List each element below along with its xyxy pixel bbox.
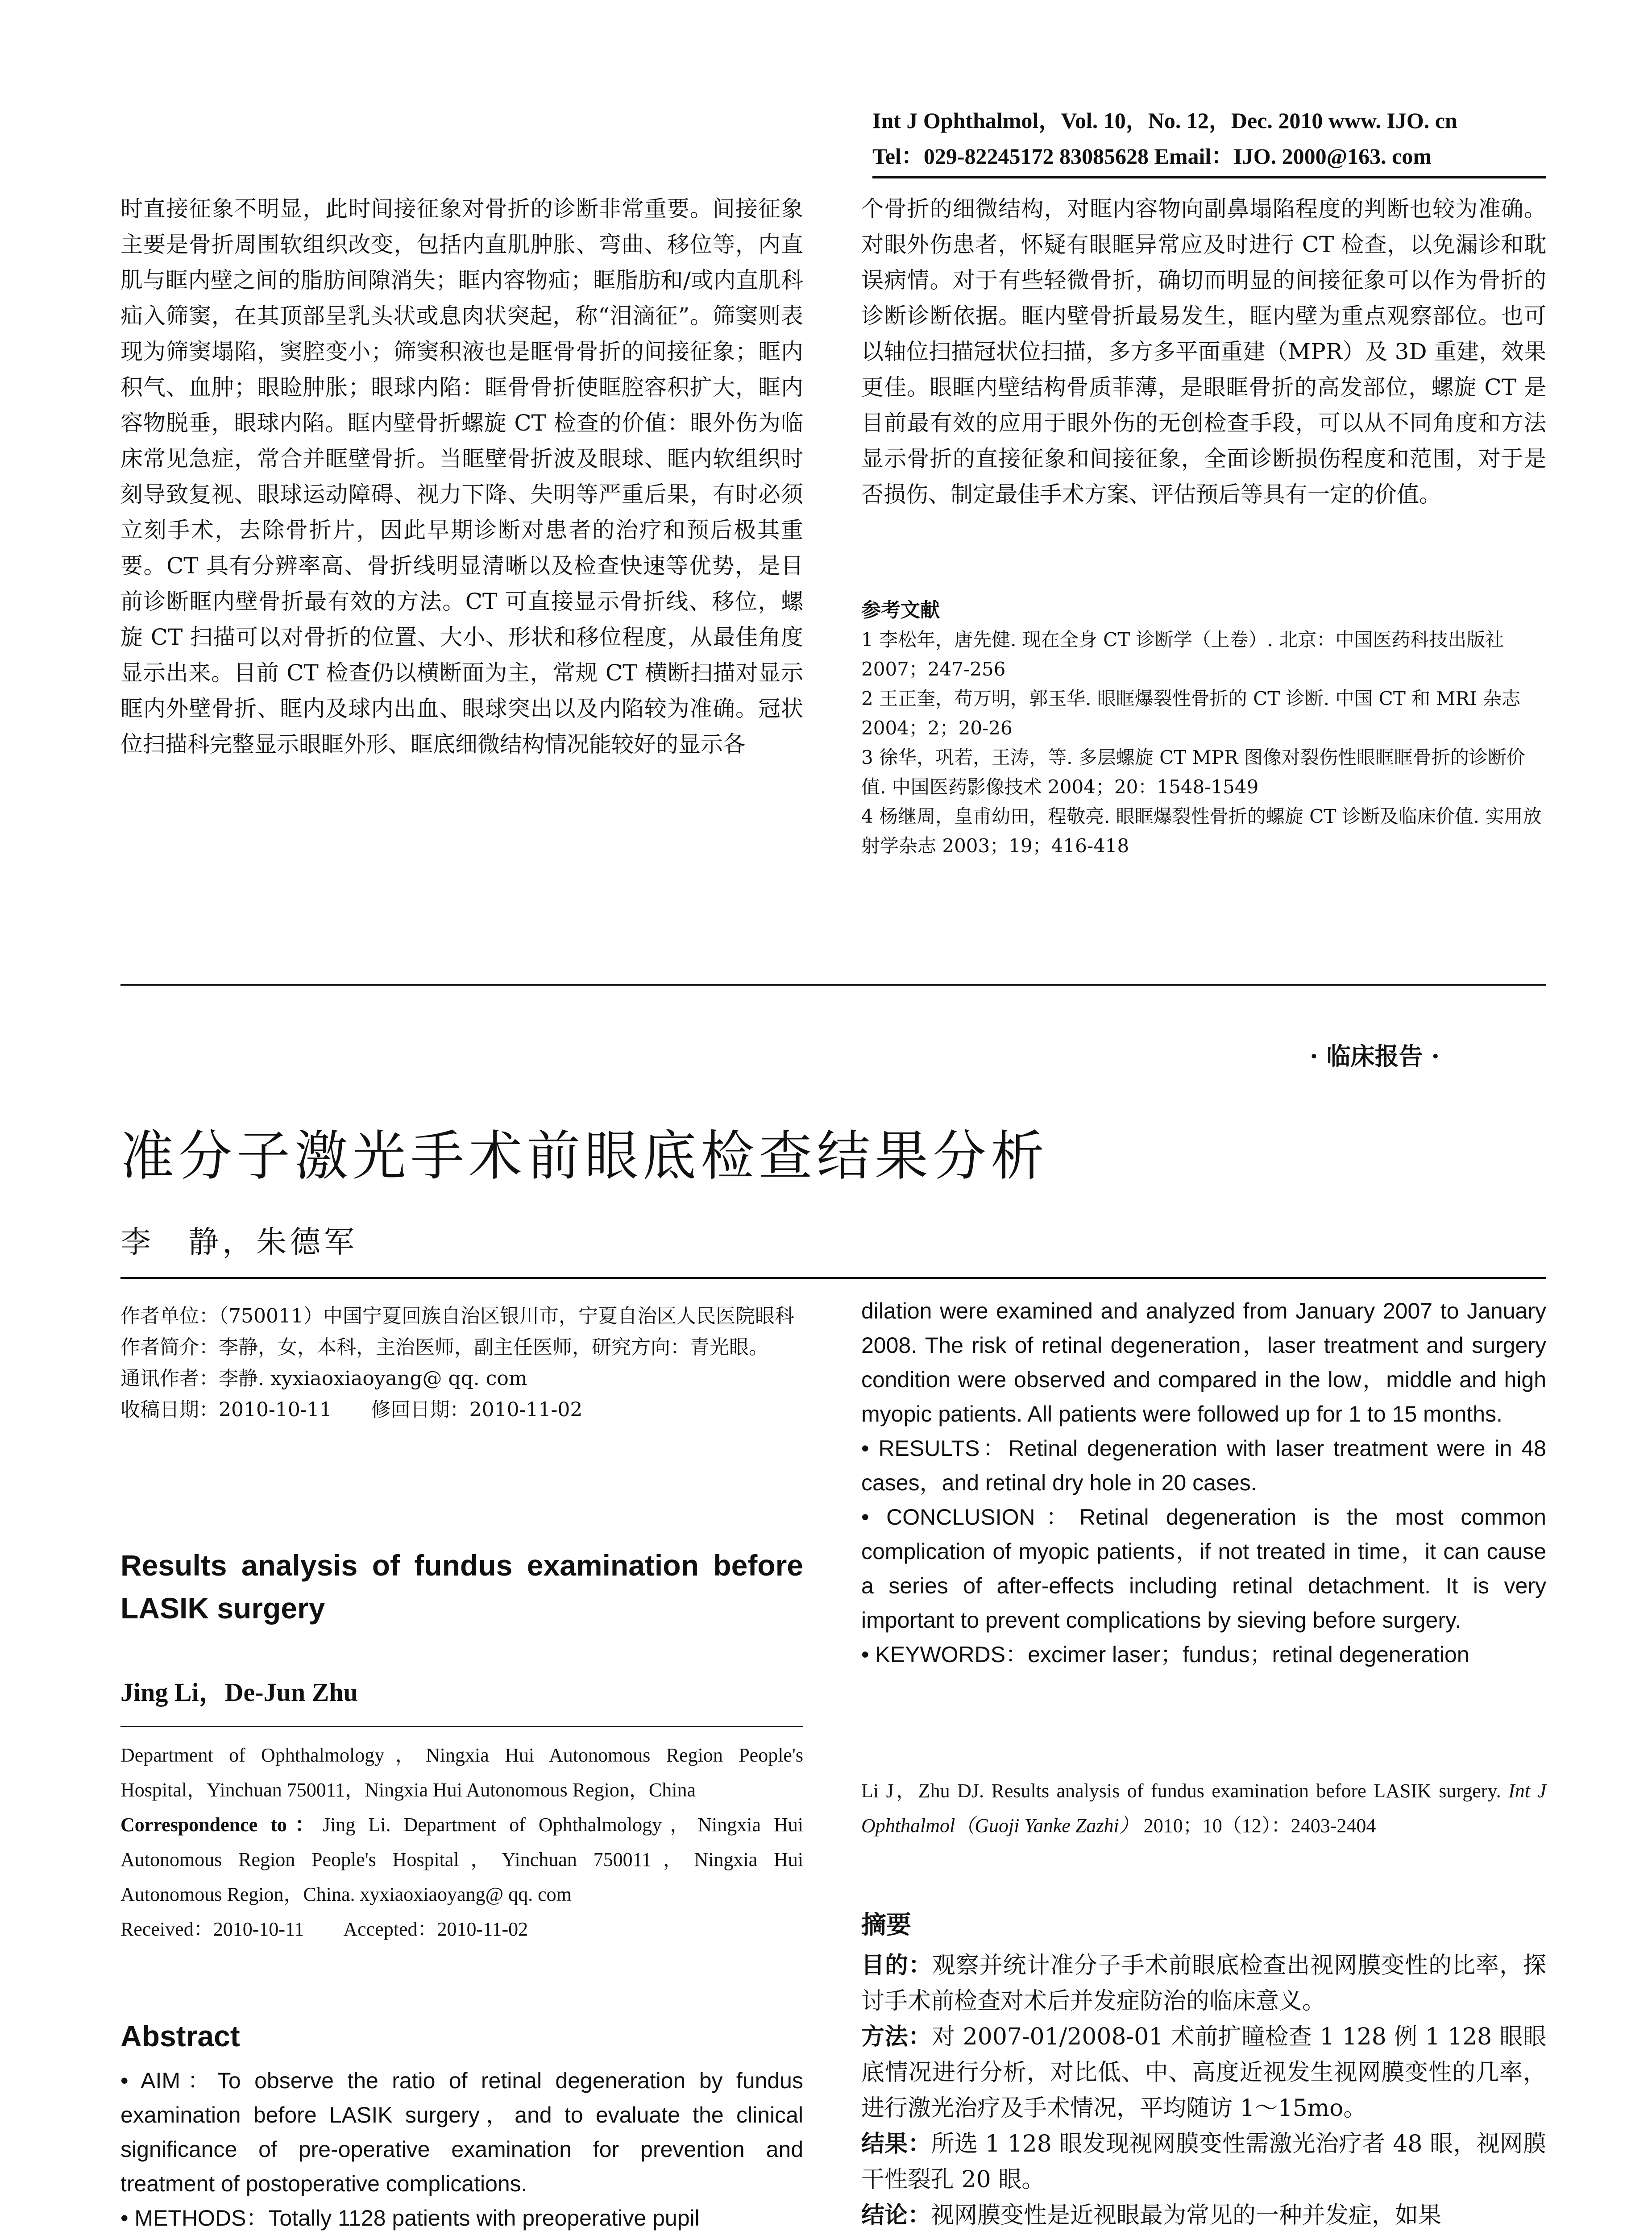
- contact-header: Tel：029-82245172 83085628 Email：IJO. 2000@163. com: [872, 144, 1432, 169]
- article-title-en: Results analysis of fundus examination before LASIK surgery: [120, 1549, 803, 1625]
- reference-item: 3 徐华，巩若，王涛，等. 多层螺旋 CT MPR 图像对裂伤性眼眶眶骨折的诊断价值. 中国医药影像技术 2004；20：1548-1549: [861, 746, 1525, 798]
- article-separator: [120, 984, 1546, 986]
- cn-abstract-text: 所选 1 128 眼发现视网膜变性需激光治疗者 48 眼，视网膜干性裂孔 20 眼。: [861, 2131, 1546, 2193]
- citation-volume: 2010；10（12）：2403-2404: [1143, 1815, 1376, 1837]
- cn-abstract-heading: 摘要: [861, 1911, 911, 1940]
- cn-abstract: [861, 1948, 1546, 2231]
- cn-abstract-label: 结论：: [861, 2202, 931, 2229]
- abstract-keywords: • KEYWORDS：excimer laser；fundus；retinal degeneration: [861, 1642, 1469, 1667]
- affiliation-line: 作者单位：（750011）中国宁夏回族自治区银川市，宁夏自治区人民医院眼科: [120, 1305, 794, 1327]
- abstract-conclusion: • CONCLUSION：Retinal degeneration is the most common complication of myopic patients，if not treated in time，it can cause a series of after-effects including retinal detachment. It is very important to prevent complications by sieving before surgery.: [861, 1505, 1546, 1633]
- authors-en: Jing Li，De-Jun Zhu: [120, 1678, 358, 1707]
- correspondence-body: Jing Li. Department of Ophthalmology，Ningxia Hui Autonomous Region People's Hospital，Yinchuan 750011，Ningxia Hui Autonomous Region，China. xyxiaoxiaoyang@ qq. com: [120, 1814, 803, 1905]
- citation: [861, 1774, 1546, 1843]
- header-rule: [872, 176, 1546, 178]
- corresponding-author-line: 通讯作者：李静. xyxiaoxiaoyang@ qq. com: [120, 1367, 527, 1390]
- citation-authors-title: Li J，Zhu DJ. Results analysis of fundus examination before LASIK surgery.: [861, 1780, 1501, 1802]
- cn-abstract-text: 观察并统计准分子手术前眼底检查出视网膜变性的比率，探讨手术前检查对术后并发症防治的临床意义。: [861, 1952, 1546, 2015]
- reference-item: 4 杨继周，皇甫幼田，程敬亮. 眼眶爆裂性骨折的螺旋 CT 诊断及临床价值. 实用放射学杂志 2003；19；416-418: [861, 805, 1542, 857]
- title-rule: [120, 1277, 1546, 1279]
- prev-article-right-paragraph: 个骨折的细微结构，对眶内容物向副鼻塌陷程度的判断也较为准确。对眼外伤患者，怀疑有眼眶异常应及时进行 CT 检查，以免漏诊和耽误病情。对于有些轻微骨折，确切而明显的间接征象可以作为骨折的诊断诊断依据。眶内壁骨折最易发生，眶内壁为重点观察部位。也可以轴位扫描冠状位扫描，多方多平面重建（MPR）及 3D 重建，效果更佳。眼眶内壁结构骨质菲薄，是眼眶骨折的高发部位，螺旋 CT 是目前最有效的应用于眼外伤的无创检查手段，可以从不同角度和方法显示骨折的直接征象和间接征象，全面诊断损伤程度和范围，对于是否损伤、制定最佳手术方案、评估预后等具有一定的价值。: [861, 196, 1546, 507]
- cn-abstract-methods: [861, 2019, 1546, 2126]
- abstract-heading: Abstract: [120, 2020, 240, 2053]
- cn-abstract-objective: [861, 1948, 1546, 2019]
- received-accepted: Received：2010-10-11 Accepted：2010-11-02: [120, 1918, 528, 1940]
- prev-article-right-column: [861, 191, 1546, 512]
- references-title: 参考文献: [861, 599, 940, 622]
- author-bio-line: 作者简介：李静，女，本科，主治医师，副主任医师，研究方向：青光眼。: [120, 1336, 768, 1359]
- abstract-aim: • AIM：To observe the ratio of retinal degeneration by fundus examination before LASIK surgery，and to evaluate the clinical significance of pre-operative examination for prevention and treatment of postoperative complications.: [120, 2068, 803, 2196]
- cn-abstract-conclusion: [861, 2198, 1546, 2231]
- cn-abstract-label: 目的：: [861, 1952, 932, 1979]
- abstract-right: [861, 1294, 1546, 1672]
- citation-journal: Int J Ophthalmol（Guoji Yanke Zazhi）: [861, 1780, 1547, 1837]
- author-info: [120, 1301, 803, 1426]
- prev-article-left-paragraph: 时直接征象不明显，此时间接征象对骨折的诊断非常重要。间接征象主要是骨折周围软组织改变，包括内直肌肿胀、弯曲、移位等，内直肌与眶内壁之间的脂肪间隙消失；眶内容物疝；眶脂肪和/或内直肌科疝入筛窦，在其顶部呈乳头状或息肉状突起，称“泪滴征”。筛窦则表现为筛窦塌陷，窦腔变小；筛窦积液也是眶骨骨折的间接征象；眶内积气、血肿；眼睑肿胀；眼球内陷：眶骨骨折使眶腔容积扩大，眶内容物脱垂，眼球内陷。眶内壁骨折螺旋 CT 检查的价值：眼外伤为临床常见急症，常合并眶壁骨折。当眶壁骨折波及眼球、眶内软组织时刻导致复视、眼球运动障碍、视力下降、失明等严重后果，有时必须立刻手术，去除骨折片，因此早期诊断对患者的治疗和预后极其重要。CT 具有分辨率高、骨折线明显清晰以及检查快速等优势，是目前诊断眶内壁骨折最有效的方法。CT 可直接显示骨折线、移位，螺旋 CT 扫描可以对骨折的位置、大小、形状和移位程度，从最佳角度显示出来。目前 CT 检查仍以横断面为主，常规 CT 横断扫描对显示眶内外壁骨折、眶内及球内出血、眼球突出以及内陷较为准确。冠状位扫描科完整显示眼眶外形、眶底细微结构情况能较好的显示各: [120, 196, 803, 757]
- abstract-results: • RESULTS：Retinal degeneration with laser treatment were in 48 cases，and retinal dry hole in 20 cases.: [861, 1436, 1546, 1495]
- cn-abstract-label: 结果：: [861, 2130, 931, 2157]
- section-tag: · 临床报告 ·: [1310, 1042, 1440, 1070]
- references-block: [861, 596, 1546, 861]
- department-block: [120, 1738, 803, 1947]
- article-title-cn: 准分子激光手术前眼底检查结果分析: [120, 1125, 1049, 1187]
- reference-item: 2 王正奎，苟万明，郭玉华. 眼眶爆裂性骨折的 CT 诊断. 中国 CT 和 MRI 杂志 2004；2；20-26: [861, 688, 1521, 739]
- reference-item: 1 李松年，唐先健. 现在全身 CT 诊断学（上卷）. 北京：中国医药科技出版社 2007；247-256: [861, 629, 1504, 680]
- abstract-methods: • METHODS：Totally 1128 patients with preoperative pupil: [120, 2206, 700, 2231]
- cn-abstract-results: [861, 2126, 1546, 2198]
- cn-abstract-text: 对 2007-01/2008-01 术前扩瞳检查 1 128 例 1 128 眼眼底情况进行分析，对比低、中、高度近视发生视网膜变性的几率，进行激光治疗及手术情况，平均随访 1～15mo。: [861, 2024, 1546, 2122]
- correspondence-label: Correspondence to：: [120, 1814, 323, 1836]
- journal-header: Int J Ophthalmol，Vol. 10，No. 12，Dec. 2010 www. IJO. cn: [872, 108, 1457, 133]
- authors-cn: 李 静，朱德军: [120, 1225, 358, 1260]
- authors-rule: [120, 1726, 803, 1727]
- dates-line: 收稿日期：2010-10-11 修回日期：2010-11-02: [120, 1398, 583, 1421]
- department-text: Department of Ophthalmology，Ningxia Hui Autonomous Region People's Hospital，Yinchuan 750011，Ningxia Hui Autonomous Region，China: [120, 1744, 803, 1801]
- prev-article-left-column: [120, 191, 803, 762]
- abstract-left: [120, 2064, 803, 2231]
- abstract-methods-cont: dilation were examined and analyzed from January 2007 to January 2008. The risk of retinal degeneration，laser treatment and surgery condition were observed and compared in the low，middle and high myopic patients. All patients were followed up for 1 to 15 months.: [861, 1298, 1546, 1427]
- cn-abstract-label: 方法：: [861, 2023, 932, 2050]
- cn-abstract-text: 视网膜变性是近视眼最为常见的一种并发症，如果: [931, 2202, 1442, 2229]
- correspondence-text: [120, 1808, 803, 1912]
